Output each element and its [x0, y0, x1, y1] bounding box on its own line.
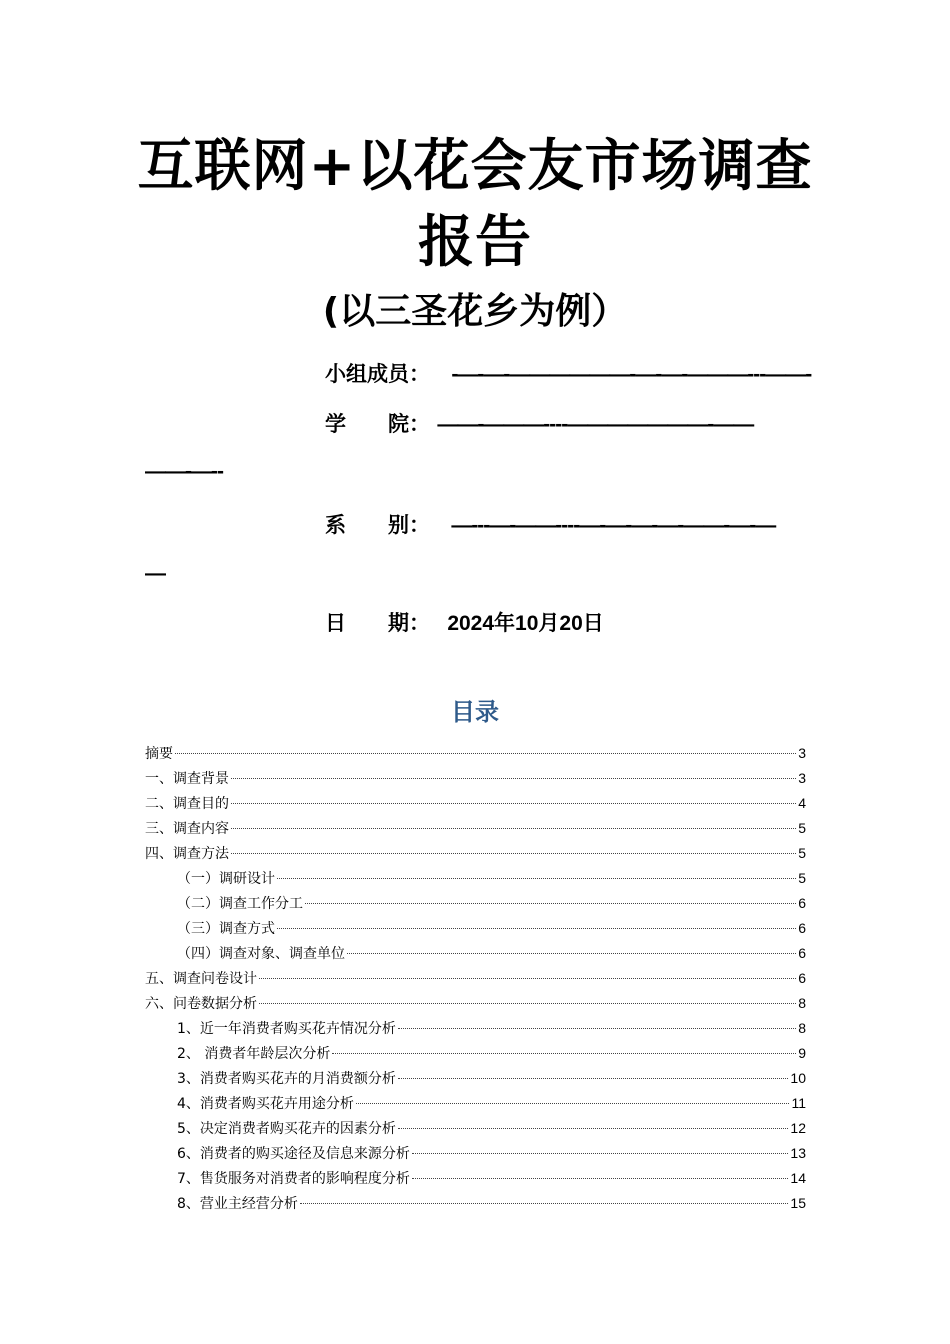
report-subtitle: (以三圣花乡为例） — [322, 291, 628, 332]
toc-entry-page: 14 — [790, 1170, 806, 1186]
toc-entry-page: 5 — [798, 845, 806, 861]
toc-entry-title: 6、消费者的购买途径及信息来源分析 — [177, 1146, 410, 1162]
toc-entry-title: 8、营业主经营分析 — [177, 1196, 298, 1212]
toc-entry-title: （一）调研设计 — [177, 871, 275, 887]
toc-entry-page: 8 — [798, 1020, 806, 1036]
toc-dot-leader — [398, 1128, 789, 1129]
toc-entry-page: 5 — [798, 870, 806, 886]
toc-entry-page: 15 — [790, 1195, 806, 1211]
toc-entry-page: 11 — [791, 1095, 806, 1111]
toc-entry-page: 6 — [798, 945, 806, 961]
toc-entry[interactable] — [145, 766, 806, 791]
table-of-contents — [145, 741, 806, 1216]
toc-entry-page: 3 — [798, 745, 806, 761]
toc-entry[interactable] — [145, 1116, 806, 1141]
toc-entry[interactable] — [145, 741, 806, 766]
toc-dot-leader — [259, 1003, 796, 1004]
report-title-line2: 报告 — [418, 209, 532, 275]
toc-dot-leader — [231, 853, 796, 854]
toc-entry-title: 2、 消费者年龄层次分析 — [177, 1046, 331, 1062]
toc-entry[interactable] — [145, 1091, 806, 1116]
toc-entry-title: 5、决定消费者购买花卉的因素分析 — [177, 1121, 396, 1137]
college-value-continuation: ——-—-- — [145, 460, 223, 483]
date-field — [325, 609, 604, 638]
toc-dot-leader — [332, 1053, 796, 1054]
toc-entry[interactable] — [145, 966, 806, 991]
members-label: 小组成员： — [325, 362, 430, 386]
toc-entry-title: （三）调查方式 — [177, 921, 275, 937]
toc-entry[interactable] — [145, 1016, 806, 1041]
date-label: 日 期： — [325, 611, 430, 635]
toc-entry-title: 四、调查方法 — [145, 846, 229, 862]
toc-entry[interactable] — [145, 1166, 806, 1191]
toc-entry-title: 三、调查内容 — [145, 821, 229, 837]
toc-dot-leader — [398, 1028, 796, 1029]
college-label: 学 院： — [325, 412, 430, 436]
toc-entry[interactable] — [145, 866, 806, 891]
toc-entry[interactable] — [145, 791, 806, 816]
toc-dot-leader — [412, 1178, 789, 1179]
college-field — [325, 410, 753, 439]
toc-entry-page: 6 — [798, 920, 806, 936]
toc-entry[interactable] — [145, 916, 806, 941]
toc-dot-leader — [300, 1203, 789, 1204]
toc-entry-title: 摘要 — [145, 746, 173, 762]
toc-dot-leader — [305, 903, 796, 904]
department-label: 系 别： — [325, 513, 430, 537]
toc-entry-page: 13 — [790, 1145, 806, 1161]
toc-entry-title: 五、调查问卷设计 — [145, 971, 257, 987]
toc-entry-title: （二）调查工作分工 — [177, 896, 303, 912]
toc-heading: 目录 — [451, 698, 499, 726]
date-value: 2024年10月20日 — [447, 612, 604, 635]
toc-dot-leader — [231, 803, 796, 804]
toc-entry[interactable] — [145, 841, 806, 866]
department-field — [325, 511, 775, 540]
toc-entry-page: 9 — [798, 1045, 806, 1061]
toc-dot-leader — [412, 1153, 789, 1154]
members-field — [325, 360, 811, 389]
toc-dot-leader — [277, 878, 796, 879]
toc-entry[interactable] — [145, 1066, 806, 1091]
toc-entry-page: 4 — [798, 795, 806, 811]
toc-entry-page: 6 — [798, 970, 806, 986]
toc-entry-title: 3、消费者购买花卉的月消费额分析 — [177, 1071, 396, 1087]
toc-dot-leader — [175, 753, 796, 754]
toc-entry[interactable] — [145, 1041, 806, 1066]
toc-entry[interactable] — [145, 891, 806, 916]
toc-dot-leader — [259, 978, 796, 979]
department-value: —---—-——----—-—-—-—-——-—-— — [451, 514, 776, 537]
toc-entry[interactable] — [145, 941, 806, 966]
toc-entry[interactable] — [145, 991, 806, 1016]
toc-entry[interactable] — [145, 816, 806, 841]
toc-dot-leader — [398, 1078, 789, 1079]
toc-entry-page: 8 — [798, 995, 806, 1011]
department-value-continuation: — — [145, 562, 165, 585]
toc-entry-page: 3 — [798, 770, 806, 786]
toc-dot-leader — [347, 953, 796, 954]
toc-entry-page: 12 — [790, 1120, 806, 1136]
toc-entry-title: 二、调查目的 — [145, 796, 229, 812]
toc-entry-page: 6 — [798, 895, 806, 911]
toc-entry-title: 7、售货服务对消费者的影响程度分析 — [177, 1171, 410, 1187]
toc-entry[interactable] — [145, 1191, 806, 1216]
toc-dot-leader — [231, 828, 796, 829]
toc-entry-title: 一、调查背景 — [145, 771, 229, 787]
toc-entry-title: 六、问卷数据分析 — [145, 996, 257, 1012]
toc-dot-leader — [231, 778, 796, 779]
toc-entry-page: 5 — [798, 820, 806, 836]
members-value: -—-—-——————-—-—-———---——- — [451, 363, 812, 386]
toc-entry-title: 1、近一年消费者购买花卉情况分析 — [177, 1021, 396, 1037]
toc-entry-title: （四）调查对象、调查单位 — [177, 946, 345, 962]
toc-dot-leader — [277, 928, 796, 929]
toc-entry-page: 10 — [790, 1070, 806, 1086]
report-title-line1: 互联网+以花会友市场调查 — [137, 133, 813, 199]
toc-entry-title: 4、消费者购买花卉用途分析 — [177, 1096, 354, 1112]
toc-entry[interactable] — [145, 1141, 806, 1166]
toc-dot-leader — [356, 1103, 790, 1104]
college-value: ——-———----———————-—— — [437, 413, 754, 436]
